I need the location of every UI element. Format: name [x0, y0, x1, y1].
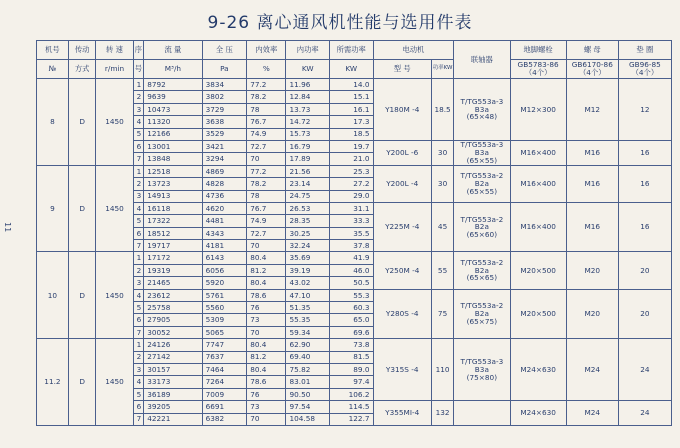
- pressure-cell: 6143: [202, 252, 247, 264]
- required-power-cell: 15.1: [330, 91, 374, 103]
- bolt-cell: M16×400: [510, 165, 566, 202]
- efficiency-cell: 74.9: [247, 215, 286, 227]
- efficiency-cell: 80.4: [247, 339, 286, 351]
- efficiency-cell: 80.4: [247, 252, 286, 264]
- header-pressure: 全 压: [202, 41, 247, 60]
- seq-cell: 7: [133, 153, 144, 165]
- fan-no-cell: 11.2: [37, 339, 69, 426]
- flow-cell: 30052: [144, 326, 202, 338]
- header-efficiency: 内效率: [247, 41, 286, 60]
- motor-model-cell: Y200L -4: [373, 165, 431, 202]
- required-power-cell: 41.9: [330, 252, 374, 264]
- required-power-cell: 16.1: [330, 103, 374, 115]
- seq-cell: 4: [133, 202, 144, 214]
- efficiency-cell: 78.6: [247, 376, 286, 388]
- required-power-cell: 29.0: [330, 190, 374, 202]
- table-row: [37, 339, 672, 351]
- internal-power-cell: 59.34: [286, 326, 330, 338]
- flow-cell: 13001: [144, 140, 202, 152]
- flow-cell: 19717: [144, 240, 202, 252]
- seq-cell: 7: [133, 326, 144, 338]
- internal-power-cell: 16.79: [286, 140, 330, 152]
- seq-cell: 5: [133, 388, 144, 400]
- efficiency-cell: 78: [247, 190, 286, 202]
- internal-power-cell: 90.50: [286, 388, 330, 400]
- bolt-cell: M24×630: [510, 401, 566, 426]
- seq-cell: 1: [133, 79, 144, 91]
- internal-power-cell: 32.24: [286, 240, 330, 252]
- header-drive-unit: 方式: [68, 60, 96, 79]
- seq-cell: 7: [133, 240, 144, 252]
- page-title: 9-26 离心通风机性能与选用件表: [207, 13, 473, 33]
- nut-cell: M24: [566, 339, 618, 401]
- efficiency-cell: 80.4: [247, 363, 286, 375]
- internal-power-cell: 30.25: [286, 227, 330, 239]
- internal-power-cell: 51.35: [286, 302, 330, 314]
- pressure-cell: 3834: [202, 79, 247, 91]
- internal-power-cell: 55.35: [286, 314, 330, 326]
- required-power-cell: 21.0: [330, 153, 374, 165]
- flow-cell: 21465: [144, 277, 202, 289]
- header-motor-power: 功率KW: [431, 60, 453, 79]
- flow-cell: 8792: [144, 79, 202, 91]
- speed-cell: 1450: [96, 252, 133, 339]
- seq-cell: 3: [133, 363, 144, 375]
- required-power-cell: 50.5: [330, 277, 374, 289]
- required-power-cell: 106.2: [330, 388, 374, 400]
- pressure-cell: 3729: [202, 103, 247, 115]
- header-nut: 螺 母: [566, 41, 618, 60]
- seq-cell: 3: [133, 103, 144, 115]
- seq-cell: 4: [133, 376, 144, 388]
- table-row: [37, 165, 672, 177]
- speed-cell: 1450: [96, 339, 133, 426]
- flow-cell: 17322: [144, 215, 202, 227]
- flow-cell: 42221: [144, 413, 202, 425]
- table-body: [37, 79, 672, 426]
- internal-power-cell: 24.75: [286, 190, 330, 202]
- required-power-cell: 31.1: [330, 202, 374, 214]
- required-power-cell: 69.6: [330, 326, 374, 338]
- header-motor: 电动机: [373, 41, 454, 60]
- washer-cell: 16: [618, 140, 671, 165]
- pressure-cell: 5920: [202, 277, 247, 289]
- header-drive: 传动: [68, 41, 96, 60]
- required-power-cell: 14.0: [330, 79, 374, 91]
- seq-cell: 3: [133, 277, 144, 289]
- motor-model-cell: Y315S -4: [373, 339, 431, 401]
- flow-cell: 27905: [144, 314, 202, 326]
- internal-power-cell: 21.56: [286, 165, 330, 177]
- motor-model-cell: Y180M -4: [373, 79, 431, 141]
- nut-cell: M20: [566, 289, 618, 339]
- required-power-cell: 25.3: [330, 165, 374, 177]
- header-washer: 垫 圈: [618, 41, 671, 60]
- efficiency-cell: 76.7: [247, 116, 286, 128]
- pressure-cell: 7009: [202, 388, 247, 400]
- nut-cell: M12: [566, 79, 618, 141]
- motor-power-cell: 18.5: [431, 79, 453, 141]
- motor-power-cell: 45: [431, 202, 453, 252]
- efficiency-cell: 73: [247, 401, 286, 413]
- pressure-cell: 7637: [202, 351, 247, 363]
- bolt-cell: M12×300: [510, 79, 566, 141]
- internal-power-cell: 47.10: [286, 289, 330, 301]
- internal-power-cell: 13.73: [286, 103, 330, 115]
- pressure-cell: 4343: [202, 227, 247, 239]
- flow-cell: 12166: [144, 128, 202, 140]
- pressure-cell: 4736: [202, 190, 247, 202]
- motor-power-cell: 30: [431, 165, 453, 202]
- header-bolt: 地脚螺栓: [510, 41, 566, 60]
- motor-power-cell: 75: [431, 289, 453, 339]
- drive-cell: D: [68, 165, 96, 252]
- pressure-cell: 5761: [202, 289, 247, 301]
- header-motor-model: 型 号: [373, 60, 431, 79]
- page-side-mark: 11: [3, 222, 12, 233]
- required-power-cell: 89.0: [330, 363, 374, 375]
- header-coupling: 联轴器: [454, 41, 510, 79]
- flow-cell: 13848: [144, 153, 202, 165]
- pressure-cell: 5560: [202, 302, 247, 314]
- table-row: [37, 252, 672, 264]
- header-internal-power-unit: KW: [286, 60, 330, 79]
- fan-no-cell: 9: [37, 165, 69, 252]
- internal-power-cell: 11.96: [286, 79, 330, 91]
- internal-power-cell: 17.89: [286, 153, 330, 165]
- header-pressure-unit: Pa: [202, 60, 247, 79]
- nut-cell: M16: [566, 165, 618, 202]
- washer-cell: 24: [618, 401, 671, 426]
- motor-model-cell: Y280S -4: [373, 289, 431, 339]
- internal-power-cell: 12.84: [286, 91, 330, 103]
- internal-power-cell: 75.82: [286, 363, 330, 375]
- flow-cell: 30157: [144, 363, 202, 375]
- required-power-cell: 55.3: [330, 289, 374, 301]
- required-power-cell: 73.8: [330, 339, 374, 351]
- seq-cell: 2: [133, 264, 144, 276]
- internal-power-cell: 39.19: [286, 264, 330, 276]
- flow-cell: 18512: [144, 227, 202, 239]
- efficiency-cell: 78: [247, 103, 286, 115]
- drive-cell: D: [68, 339, 96, 426]
- efficiency-cell: 70: [247, 413, 286, 425]
- drive-cell: D: [68, 79, 96, 166]
- pressure-cell: 5309: [202, 314, 247, 326]
- header-speed-unit: r/min: [96, 60, 133, 79]
- pressure-cell: 3529: [202, 128, 247, 140]
- seq-cell: 4: [133, 289, 144, 301]
- seq-cell: 6: [133, 227, 144, 239]
- efficiency-cell: 72.7: [247, 140, 286, 152]
- header-required-power: 所需功率: [330, 41, 374, 60]
- fan-no-cell: 8: [37, 79, 69, 166]
- drive-cell: D: [68, 252, 96, 339]
- flow-cell: 17172: [144, 252, 202, 264]
- pressure-cell: 7264: [202, 376, 247, 388]
- seq-cell: 2: [133, 91, 144, 103]
- header-seq: 序: [133, 41, 144, 60]
- efficiency-cell: 81.2: [247, 264, 286, 276]
- required-power-cell: 97.4: [330, 376, 374, 388]
- header-required-power-unit: KW: [330, 60, 374, 79]
- header-flow: 流 量: [144, 41, 202, 60]
- washer-cell: 20: [618, 252, 671, 289]
- pressure-cell: 6382: [202, 413, 247, 425]
- seq-cell: 5: [133, 215, 144, 227]
- washer-cell: 16: [618, 202, 671, 252]
- internal-power-cell: 62.90: [286, 339, 330, 351]
- coupling-cell: T/TG553a-2 B2a (65×55): [454, 165, 510, 202]
- nut-cell: M16: [566, 202, 618, 252]
- seq-cell: 7: [133, 413, 144, 425]
- motor-power-cell: 30: [431, 140, 453, 165]
- nut-cell: M16: [566, 140, 618, 165]
- seq-cell: 6: [133, 314, 144, 326]
- pressure-cell: 4481: [202, 215, 247, 227]
- internal-power-cell: 43.02: [286, 277, 330, 289]
- header-fan-no-unit: №: [37, 60, 69, 79]
- flow-cell: 25758: [144, 302, 202, 314]
- flow-cell: 12518: [144, 165, 202, 177]
- fan-selection-table: [36, 40, 672, 426]
- required-power-cell: 122.7: [330, 413, 374, 425]
- header-speed: 转 速: [96, 41, 133, 60]
- efficiency-cell: 72.7: [247, 227, 286, 239]
- efficiency-cell: 80.4: [247, 277, 286, 289]
- pressure-cell: 6691: [202, 401, 247, 413]
- efficiency-cell: 73: [247, 314, 286, 326]
- header-seq-unit: 号: [133, 60, 144, 79]
- fan-no-cell: 10: [37, 252, 69, 339]
- efficiency-cell: 78.2: [247, 91, 286, 103]
- flow-cell: 14913: [144, 190, 202, 202]
- flow-cell: 10473: [144, 103, 202, 115]
- efficiency-cell: 77.2: [247, 79, 286, 91]
- seq-cell: 2: [133, 351, 144, 363]
- flow-cell: 13723: [144, 178, 202, 190]
- washer-cell: 24: [618, 339, 671, 401]
- internal-power-cell: 15.73: [286, 128, 330, 140]
- required-power-cell: 60.3: [330, 302, 374, 314]
- seq-cell: 3: [133, 190, 144, 202]
- internal-power-cell: 14.72: [286, 116, 330, 128]
- flow-cell: 24126: [144, 339, 202, 351]
- seq-cell: 4: [133, 116, 144, 128]
- flow-cell: 36189: [144, 388, 202, 400]
- required-power-cell: 114.5: [330, 401, 374, 413]
- flow-cell: 23612: [144, 289, 202, 301]
- seq-cell: 6: [133, 401, 144, 413]
- nut-cell: M20: [566, 252, 618, 289]
- efficiency-cell: 76: [247, 302, 286, 314]
- washer-cell: 16: [618, 165, 671, 202]
- internal-power-cell: 35.69: [286, 252, 330, 264]
- header-nut-std: GB6170-86 （4个）: [566, 60, 618, 79]
- speed-cell: 1450: [96, 79, 133, 166]
- motor-model-cell: Y355MI-4: [373, 401, 431, 426]
- header-fan-no: 机号: [37, 41, 69, 60]
- motor-model-cell: Y225M -4: [373, 202, 431, 252]
- required-power-cell: 65.0: [330, 314, 374, 326]
- coupling-cell: T/TG553a-2 B2a (65×60): [454, 202, 510, 252]
- pressure-cell: 7464: [202, 363, 247, 375]
- pressure-cell: 3294: [202, 153, 247, 165]
- required-power-cell: 19.7: [330, 140, 374, 152]
- pressure-cell: 4181: [202, 240, 247, 252]
- seq-cell: 6: [133, 140, 144, 152]
- bolt-cell: M20×500: [510, 252, 566, 289]
- coupling-cell: T/TG553a-3 B3a (75×80): [454, 339, 510, 401]
- internal-power-cell: 97.54: [286, 401, 330, 413]
- speed-cell: 1450: [96, 165, 133, 252]
- seq-cell: 5: [133, 128, 144, 140]
- internal-power-cell: 26.53: [286, 202, 330, 214]
- pressure-cell: 4828: [202, 178, 247, 190]
- pressure-cell: 4620: [202, 202, 247, 214]
- efficiency-cell: 81.2: [247, 351, 286, 363]
- flow-cell: 9639: [144, 91, 202, 103]
- efficiency-cell: 78.6: [247, 289, 286, 301]
- motor-model-cell: Y250M -4: [373, 252, 431, 289]
- pressure-cell: 5065: [202, 326, 247, 338]
- coupling-cell: T/TG553a-2 B2a (65×65): [454, 252, 510, 289]
- pressure-cell: 3638: [202, 116, 247, 128]
- header-internal-power: 内功率: [286, 41, 330, 60]
- bolt-cell: M24×630: [510, 339, 566, 401]
- header-washer-std: GB96-85 （4个）: [618, 60, 671, 79]
- seq-cell: 2: [133, 178, 144, 190]
- pressure-cell: 4869: [202, 165, 247, 177]
- efficiency-cell: 70: [247, 153, 286, 165]
- required-power-cell: 33.3: [330, 215, 374, 227]
- efficiency-cell: 76.7: [247, 202, 286, 214]
- bolt-cell: M16×400: [510, 202, 566, 252]
- required-power-cell: 18.5: [330, 128, 374, 140]
- required-power-cell: 17.3: [330, 116, 374, 128]
- flow-cell: 39205: [144, 401, 202, 413]
- pressure-cell: 3421: [202, 140, 247, 152]
- efficiency-cell: 70: [247, 326, 286, 338]
- motor-model-cell: Y200L -6: [373, 140, 431, 165]
- efficiency-cell: 70: [247, 240, 286, 252]
- motor-power-cell: 110: [431, 339, 453, 401]
- seq-cell: 1: [133, 165, 144, 177]
- washer-cell: 20: [618, 289, 671, 339]
- nut-cell: M24: [566, 401, 618, 426]
- washer-cell: 12: [618, 79, 671, 141]
- bolt-cell: M20×500: [510, 289, 566, 339]
- flow-cell: 33173: [144, 376, 202, 388]
- efficiency-cell: 77.2: [247, 165, 286, 177]
- pressure-cell: 7747: [202, 339, 247, 351]
- motor-power-cell: 132: [431, 401, 453, 426]
- internal-power-cell: 83.01: [286, 376, 330, 388]
- table-row: [37, 79, 672, 91]
- coupling-cell: T/TG553a-3 B3a (65×48): [454, 79, 510, 141]
- efficiency-cell: 74.9: [247, 128, 286, 140]
- header-flow-unit: M³/h: [144, 60, 202, 79]
- flow-cell: 27142: [144, 351, 202, 363]
- efficiency-cell: 78.2: [247, 178, 286, 190]
- required-power-cell: 81.5: [330, 351, 374, 363]
- motor-power-cell: 55: [431, 252, 453, 289]
- flow-cell: 19319: [144, 264, 202, 276]
- seq-cell: 1: [133, 339, 144, 351]
- coupling-cell: T/TG553a-2 B2a (65×75): [454, 289, 510, 339]
- header-efficiency-unit: %: [247, 60, 286, 79]
- seq-cell: 5: [133, 302, 144, 314]
- required-power-cell: 27.2: [330, 178, 374, 190]
- required-power-cell: 35.5: [330, 227, 374, 239]
- internal-power-cell: 28.35: [286, 215, 330, 227]
- internal-power-cell: 23.14: [286, 178, 330, 190]
- coupling-cell: [454, 401, 510, 426]
- pressure-cell: 3802: [202, 91, 247, 103]
- flow-cell: 16118: [144, 202, 202, 214]
- seq-cell: 1: [133, 252, 144, 264]
- internal-power-cell: 104.58: [286, 413, 330, 425]
- header-bolt-std: GB5783-86 （4个）: [510, 60, 566, 79]
- internal-power-cell: 69.40: [286, 351, 330, 363]
- pressure-cell: 6056: [202, 264, 247, 276]
- required-power-cell: 46.0: [330, 264, 374, 276]
- required-power-cell: 37.8: [330, 240, 374, 252]
- bolt-cell: M16×400: [510, 140, 566, 165]
- flow-cell: 11320: [144, 116, 202, 128]
- coupling-cell: T/TG553a-3 B3a (65×55): [454, 140, 510, 165]
- efficiency-cell: 76: [247, 388, 286, 400]
